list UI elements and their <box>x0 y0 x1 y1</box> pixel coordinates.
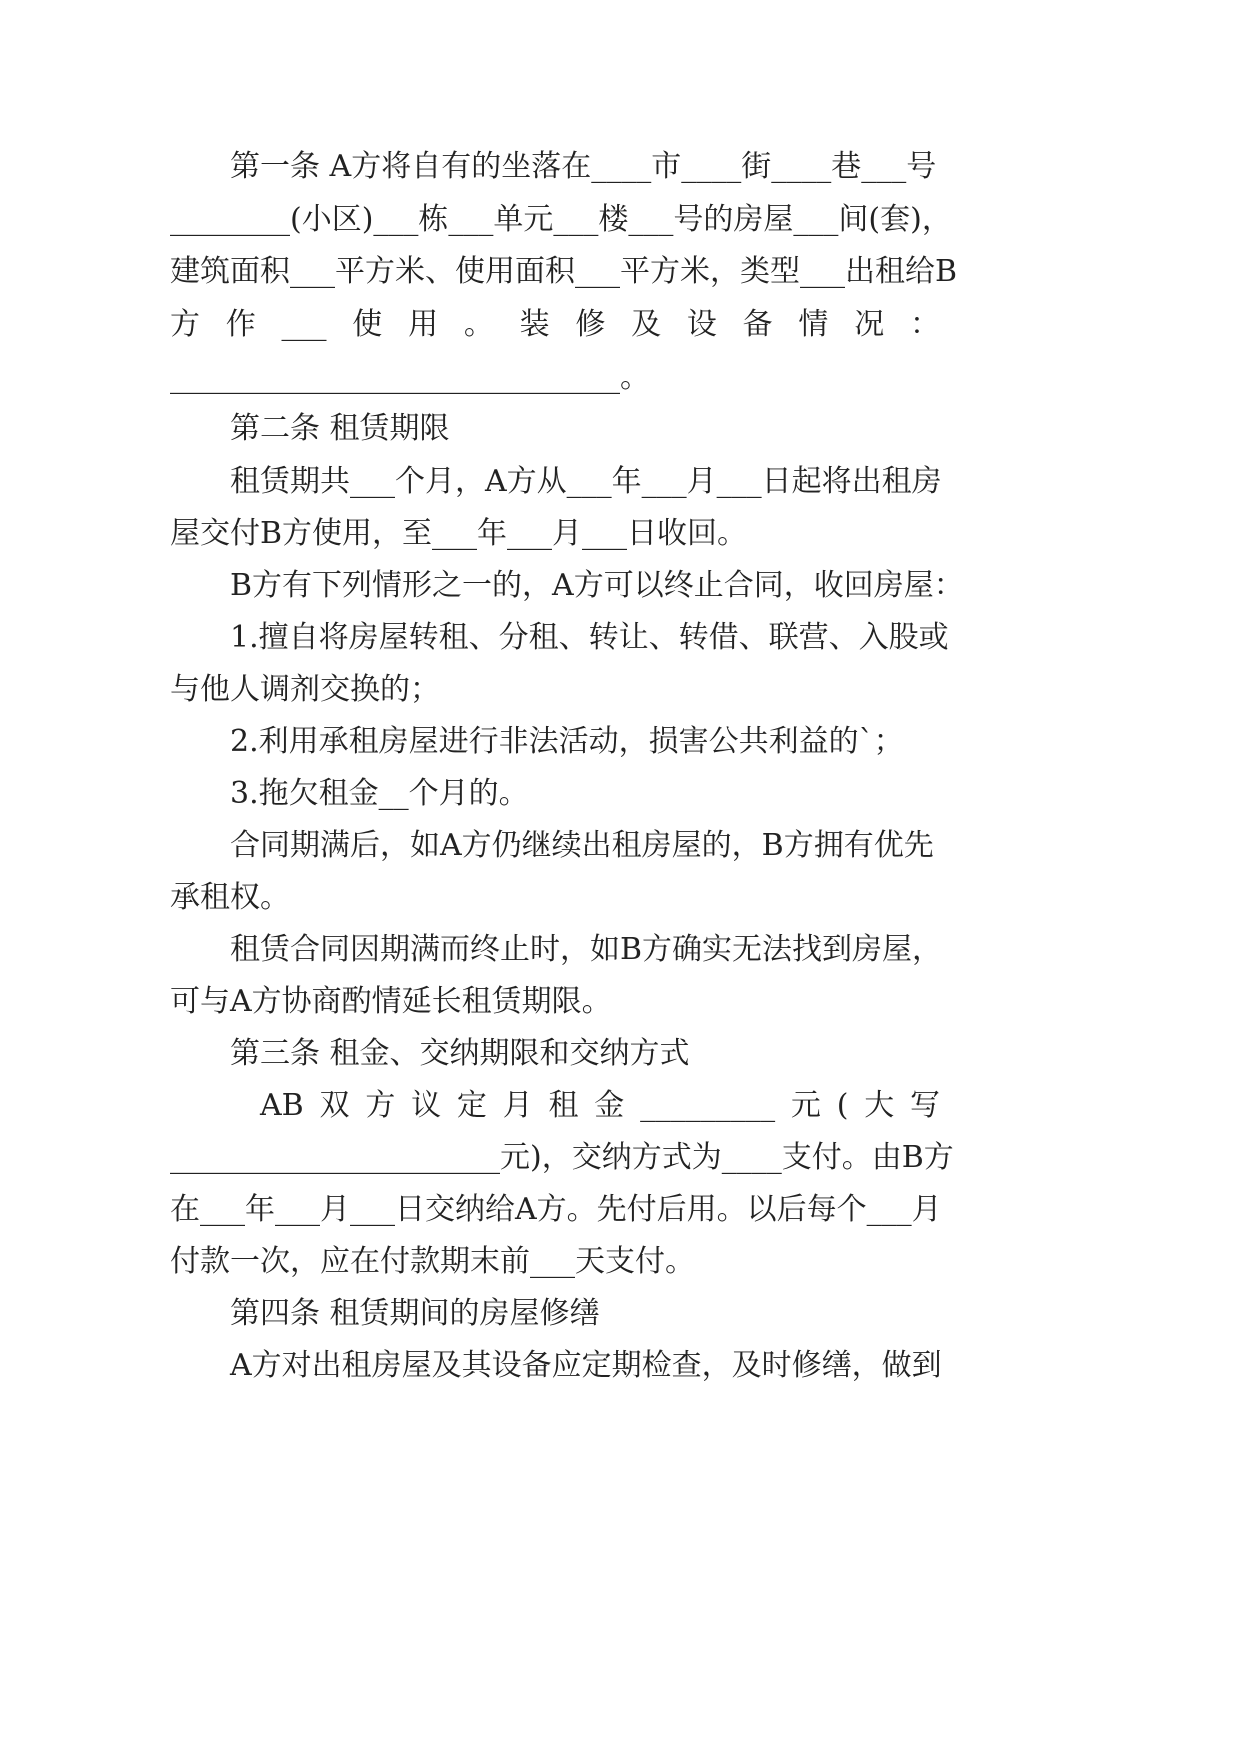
clause-3-line-3: 在___年___月___日交纳给A方。先付后用。以后每个___月 <box>170 1192 942 1227</box>
clause-3-line-1 <box>260 1086 940 1126</box>
clause-3-line-4: 付款一次，应在付款期末前___天支付。 <box>170 1244 695 1279</box>
justified-token: 议 <box>411 1088 442 1123</box>
clause-2-item-1-cont: 与他人调剂交换的； <box>170 672 440 707</box>
clause-2-item-2: 2.利用承租房屋进行非法活动，损害公共利益的`； <box>230 724 904 759</box>
justified-token: 月 <box>502 1088 533 1123</box>
clause-1-line-5: ______________________________。 <box>170 360 650 395</box>
justified-token: 装 <box>519 307 550 342</box>
clause-2-item-1: 1.擅自将房屋转租、分租、转让、转借、联营、入股或 <box>230 620 949 655</box>
justified-token: ： <box>909 307 940 342</box>
justified-token: 用 <box>408 307 439 342</box>
justified-token: 修 <box>575 307 606 342</box>
clause-1-line-1: 第一条 A方将自有的坐落在____市____街____巷___号 <box>230 149 937 184</box>
justified-token: 定 <box>456 1088 487 1123</box>
clause-2-item-3: 3.拖欠租金__个月的。 <box>230 776 529 811</box>
clause-1-line-3: 建筑面积___平方米、使用面积___平方米，类型___出租给B <box>170 254 958 289</box>
justified-token: 写 <box>910 1088 940 1123</box>
justified-token: 。 <box>463 307 494 342</box>
justified-token: 情 <box>798 307 829 342</box>
justified-token: 设 <box>686 307 717 342</box>
justified-token: 双 <box>319 1088 350 1123</box>
clause-2-line-4: 合同期满后，如A方仍继续出租房屋的，B方拥有优先 <box>230 828 934 863</box>
clause-2-line-3: B方有下列情形之一的，A方可以终止合同，收回房屋： <box>230 568 964 603</box>
justified-token: ( <box>836 1088 849 1123</box>
justified-token: 元 <box>790 1088 821 1123</box>
clause-2-line-6: 租赁合同因期满而终止时，如B方确实无法找到房屋， <box>230 932 943 967</box>
justified-token: _________ <box>640 1088 776 1123</box>
justified-token: 作 <box>225 307 256 342</box>
justified-token: 金 <box>594 1088 625 1123</box>
justified-token: 及 <box>631 307 662 342</box>
clause-2-line-5: 承租权。 <box>170 880 290 915</box>
clause-4-heading: 第四条 租赁期间的房屋修缮 <box>230 1296 600 1331</box>
clause-3-line-2: ______________________元)，交纳方式为____支付。由B方 <box>170 1140 954 1175</box>
justified-token: 备 <box>742 307 773 342</box>
clause-2-line-2: 屋交付B方使用，至___年___月___日收回。 <box>170 516 748 551</box>
justified-token: 方 <box>170 307 200 342</box>
clause-2-heading: 第二条 租赁期限 <box>230 411 450 446</box>
justified-token: 大 <box>864 1088 895 1123</box>
clause-1-line-2: ________(小区)___栋___单元___楼___号的房屋___间(套)， <box>170 202 952 237</box>
clause-2-line-7: 可与A方协商酌情延长租赁期限。 <box>170 984 612 1019</box>
justified-token: 况 <box>854 307 885 342</box>
clause-4-line-1: A方对出租房屋及其设备应定期检查，及时修缮，做到 <box>230 1348 942 1383</box>
clause-3-heading: 第三条 租金、交纳期限和交纳方式 <box>230 1036 690 1071</box>
justified-token: 方 <box>365 1088 396 1123</box>
justified-token: 使 <box>352 307 383 342</box>
clause-1-line-4 <box>170 305 940 345</box>
clause-2-line-1: 租赁期共___个月，A方从___年___月___日起将出租房 <box>230 464 942 499</box>
justified-token: AB <box>260 1088 304 1123</box>
justified-token: ___ <box>281 307 327 342</box>
justified-token: 租 <box>548 1088 579 1123</box>
